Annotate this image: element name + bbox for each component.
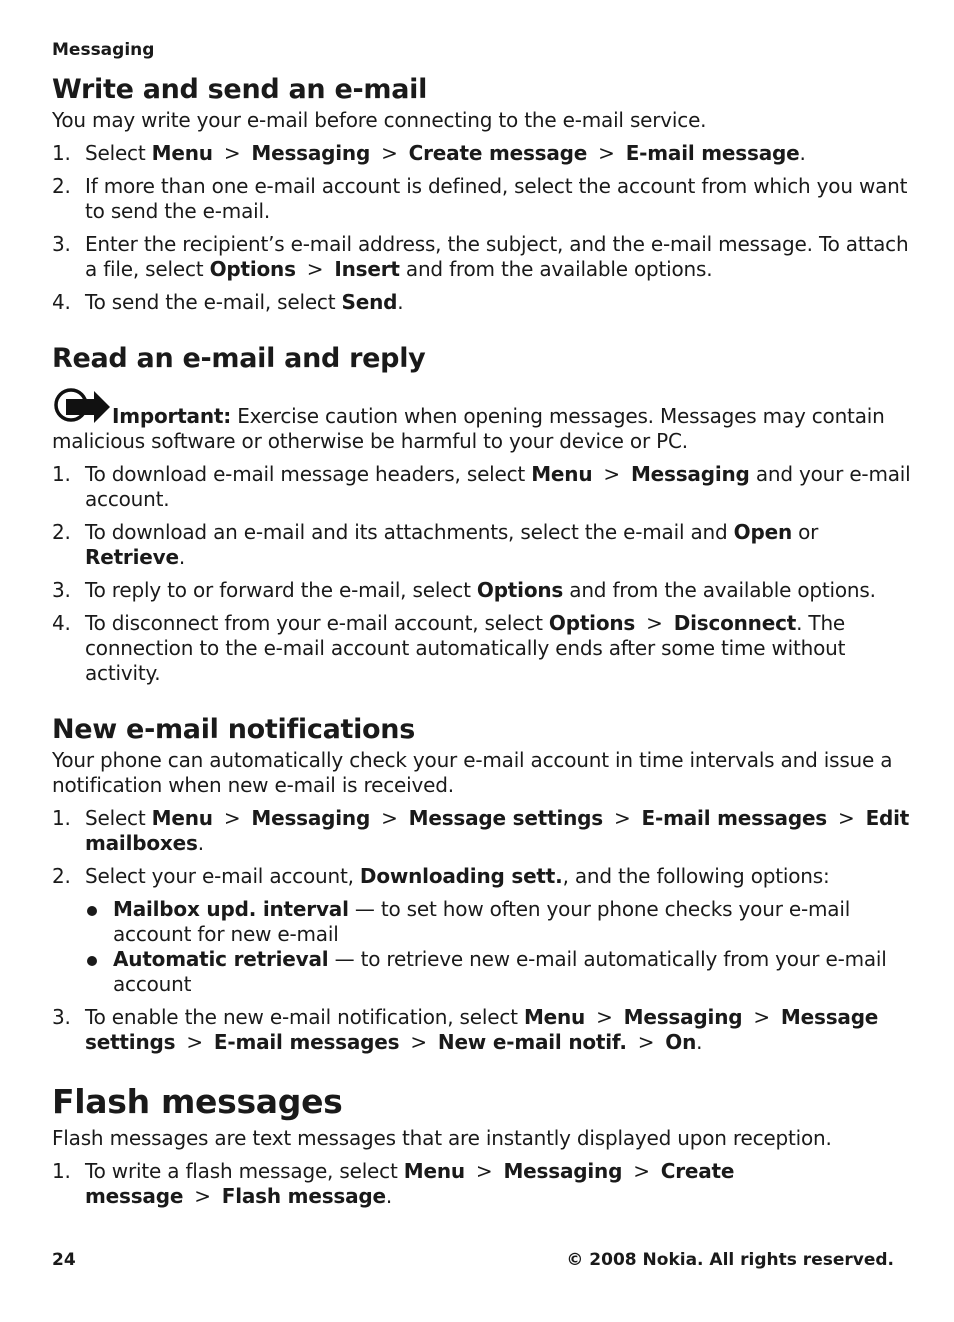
bullet-icon xyxy=(87,906,97,916)
step-number: 4. xyxy=(52,290,71,314)
menu-term: E-mail messages xyxy=(213,1030,400,1054)
menu-term: Messaging xyxy=(251,141,371,165)
menu-term: Messaging xyxy=(503,1159,623,1183)
page-number: 24 xyxy=(52,1250,76,1270)
step-number: 2. xyxy=(52,520,71,544)
step-text: To enable the new e-mail notification, select xyxy=(85,1005,524,1029)
step-text: and from the available options. xyxy=(399,257,713,281)
section-notifications xyxy=(52,714,912,1055)
step-2 xyxy=(52,864,912,997)
menu-term: Insert xyxy=(334,257,400,281)
step-text: Select your e-mail account, xyxy=(85,864,360,888)
step-1 xyxy=(52,141,912,166)
option-term: Automatic retrieval xyxy=(113,947,329,971)
path-separator: > xyxy=(381,806,398,830)
step-text: and from the available options. xyxy=(563,578,876,602)
menu-term: Options xyxy=(209,257,296,281)
step-text: To disconnect from your e-mail account, select xyxy=(85,611,549,635)
menu-term: Messaging xyxy=(623,1005,743,1029)
step-number: 1. xyxy=(52,462,71,486)
step-1 xyxy=(52,806,912,856)
path-separator: > xyxy=(637,1030,655,1054)
important-text: Exercise caution when opening messages. Messages may contain malicious software or otherwise be harmful to your device or PC. xyxy=(52,404,885,453)
step-text: . The connection to the e-mail account automatically ends after some time without activity. xyxy=(85,611,846,685)
path-separator: > xyxy=(194,1184,211,1208)
menu-term: Retrieve xyxy=(85,545,179,569)
path-separator: > xyxy=(475,1159,493,1183)
menu-term: Menu xyxy=(151,806,213,830)
chapter-title: Flash messages xyxy=(52,1082,343,1121)
menu-term: Downloading sett. xyxy=(359,864,563,888)
step-text: To reply to or forward the e-mail, select xyxy=(85,578,477,602)
menu-term: Options xyxy=(548,611,636,635)
step-number: 2. xyxy=(52,864,71,888)
section-title: Write and send an e-mail xyxy=(52,74,428,105)
path-separator: > xyxy=(838,806,855,830)
path-separator: > xyxy=(186,1030,203,1054)
step-text: If more than one e-mail account is defined, select the account from which you want to send the e-mail. xyxy=(85,174,908,223)
step-2 xyxy=(52,174,912,224)
menu-term: Messaging xyxy=(251,806,371,830)
menu-term: Flash message xyxy=(221,1184,386,1208)
step-number: 1. xyxy=(52,806,71,830)
step-number: 2. xyxy=(52,174,71,198)
copyright-notice: © 2008 Nokia. All rights reserved. xyxy=(566,1250,894,1270)
option-item xyxy=(85,897,912,947)
section-title: Read an e-mail and reply xyxy=(52,343,426,374)
step-text: . xyxy=(397,290,404,314)
step-text: To download an e-mail and its attachments, select the e-mail and xyxy=(85,520,734,544)
path-separator: > xyxy=(381,141,398,165)
section-read-reply xyxy=(52,343,912,686)
step-number: 3. xyxy=(52,1005,71,1029)
section-flash xyxy=(52,1082,912,1209)
option-description: — to set how often your phone checks your e-mail account for new e-mail xyxy=(113,897,851,946)
path-separator: > xyxy=(223,141,241,165)
menu-term: Send xyxy=(341,290,398,314)
steps-list xyxy=(52,141,912,315)
menu-term: Create message xyxy=(85,1159,735,1208)
menu-term: E-mail message xyxy=(625,141,800,165)
menu-term: E-mail messages xyxy=(641,806,828,830)
menu-term: Menu xyxy=(151,141,213,165)
path-separator: > xyxy=(613,806,631,830)
menu-term: Open xyxy=(733,520,792,544)
step-number: 1. xyxy=(52,1159,71,1183)
option-term: Mailbox upd. interval xyxy=(113,897,349,921)
menu-term: Message settings xyxy=(85,1005,879,1054)
step-text: or xyxy=(791,520,819,544)
step-text: Select xyxy=(85,141,152,165)
step-text: . xyxy=(696,1030,703,1054)
step-text: Enter the recipient’s e-mail address, the subject, and the e-mail message. To attach a file, select xyxy=(85,232,909,281)
section-title: New e-mail notifications xyxy=(52,714,415,745)
step-3 xyxy=(52,1005,912,1055)
step-text: . xyxy=(197,831,204,855)
step-text: . xyxy=(799,141,806,165)
path-separator: > xyxy=(223,806,241,830)
step-text: To write a flash message, select xyxy=(85,1159,404,1183)
manual-page xyxy=(52,0,912,1322)
menu-term: Create message xyxy=(408,141,588,165)
option-description: — to retrieve new e-mail automatically from your e-mail account xyxy=(113,947,887,996)
running-header: Messaging xyxy=(52,40,155,60)
step-3 xyxy=(52,232,912,282)
step-text: Select xyxy=(85,806,152,830)
step-1 xyxy=(52,462,912,512)
menu-term: Edit mailboxes xyxy=(85,806,910,855)
section-intro: Your phone can automatically check your e-mail account in time intervals and issue a notification when new e-mail is received. xyxy=(52,748,893,797)
step-4 xyxy=(52,290,912,315)
step-text: To send the e-mail, select xyxy=(85,290,342,314)
step-4 xyxy=(52,611,912,686)
step-2 xyxy=(52,520,912,570)
path-separator: > xyxy=(596,1005,613,1029)
menu-term: Menu xyxy=(523,1005,586,1029)
menu-term: On xyxy=(665,1030,697,1054)
path-separator: > xyxy=(598,141,615,165)
important-notice xyxy=(52,385,912,454)
path-separator: > xyxy=(603,462,620,486)
step-text: , and the following options: xyxy=(562,864,830,888)
section-write-send xyxy=(52,74,912,315)
menu-term: Message settings xyxy=(408,806,603,830)
path-separator: > xyxy=(410,1030,427,1054)
steps-list xyxy=(52,1159,912,1209)
step-number: 4. xyxy=(52,611,71,635)
section-intro: You may write your e-mail before connecting to the e-mail service. xyxy=(52,108,707,132)
options-list xyxy=(85,897,912,997)
menu-term: Menu xyxy=(403,1159,465,1183)
step-3 xyxy=(52,578,912,603)
step-number: 1. xyxy=(52,141,71,165)
section-intro: Flash messages are text messages that are instantly displayed upon reception. xyxy=(52,1126,832,1150)
important-notice-icon xyxy=(52,385,110,429)
steps-list xyxy=(52,806,912,1055)
step-number: 3. xyxy=(52,232,71,256)
step-text: To download e-mail message headers, select xyxy=(85,462,532,486)
step-text: . xyxy=(385,1184,393,1208)
step-1 xyxy=(52,1159,912,1209)
menu-term: Menu xyxy=(531,462,593,486)
menu-term: Messaging xyxy=(630,462,750,486)
important-label: Important: xyxy=(112,404,232,428)
step-text: and your e-mail account. xyxy=(85,462,911,511)
step-text: . xyxy=(178,545,185,569)
path-separator: > xyxy=(753,1005,770,1029)
steps-list xyxy=(52,462,912,686)
step-number: 3. xyxy=(52,578,71,602)
path-separator: > xyxy=(646,611,663,635)
option-item xyxy=(85,947,912,997)
menu-term: New e-mail notif. xyxy=(437,1030,627,1054)
menu-term: Options xyxy=(476,578,564,602)
path-separator: > xyxy=(306,257,324,281)
path-separator: > xyxy=(633,1159,650,1183)
menu-term: Disconnect xyxy=(673,611,797,635)
bullet-icon xyxy=(87,956,97,966)
